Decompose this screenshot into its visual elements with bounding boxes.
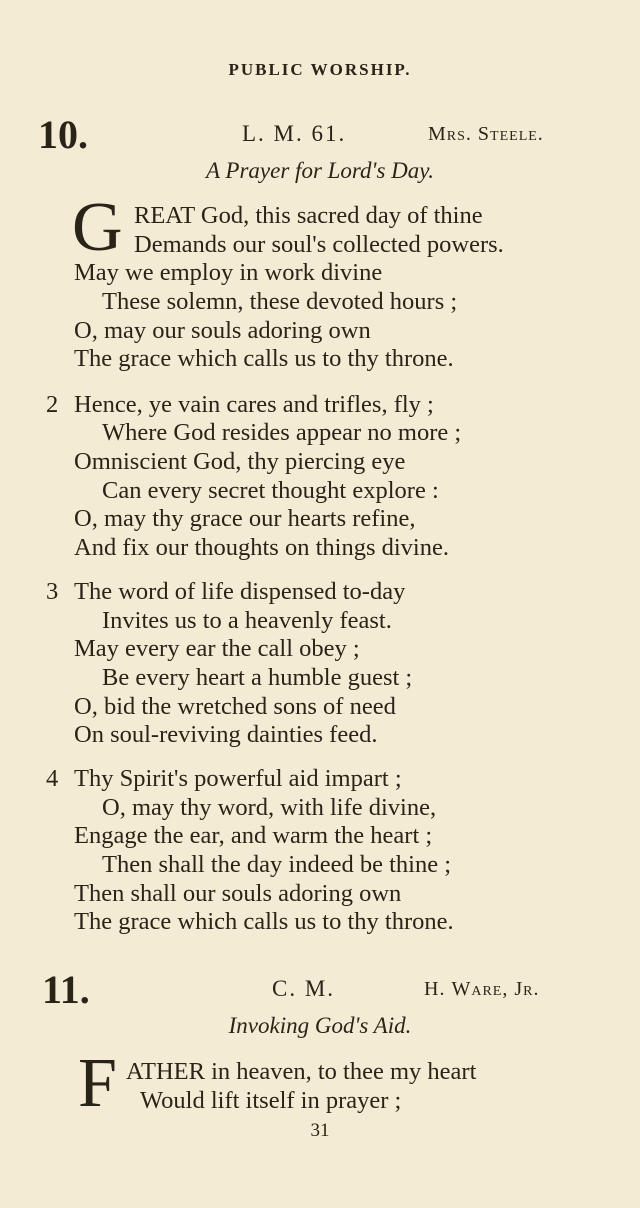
verse-line: Omniscient God, thy piercing eye xyxy=(74,448,406,475)
verse-line: Would lift itself in prayer ; xyxy=(140,1087,402,1114)
hymn-meter: L. M. 61. xyxy=(242,121,347,146)
hymn-meter: C. M. xyxy=(272,976,336,1001)
verse-line: The word of life dispensed to-day xyxy=(74,578,406,605)
author-prefix: Mrs. xyxy=(428,123,472,145)
hymn-title: A Prayer for Lord's Day. xyxy=(206,158,434,183)
stanza-number: 4 xyxy=(46,765,59,792)
verse-line: These solemn, these devoted hours ; xyxy=(102,288,458,315)
hymn-header xyxy=(0,968,640,1012)
author-name: Steele. xyxy=(477,123,544,145)
verse-line: Can every secret thought explore : xyxy=(102,477,439,504)
verse-line: May every ear the call obey ; xyxy=(74,635,360,662)
verse-line: Hence, ye vain cares and trifles, fly ; xyxy=(74,391,434,418)
verse-line: Where God resides appear no more ; xyxy=(102,419,462,446)
stanza-number: 2 xyxy=(46,391,59,418)
drop-cap: F xyxy=(78,1045,117,1122)
author-name: Ware, Jr. xyxy=(451,978,540,1000)
hymn-header xyxy=(0,113,640,157)
verse-line: O, bid the wretched sons of need xyxy=(74,693,396,720)
verse-line: Be every heart a humble guest ; xyxy=(102,664,413,691)
verse-line: ATHER in heaven, to thee my heart xyxy=(126,1058,477,1085)
verse-line: Invites us to a heavenly feast. xyxy=(102,607,392,634)
hymn-author xyxy=(428,123,544,146)
page-number: 31 xyxy=(310,1120,330,1141)
hymn-title: Invoking God's Aid. xyxy=(228,1013,412,1038)
author-prefix: H. xyxy=(424,978,446,1000)
verse-line: Demands our soul's collected powers. xyxy=(134,231,504,258)
verse-line: May we employ in work divine xyxy=(74,259,383,286)
verse-line: O, may thy grace our hearts refine, xyxy=(74,505,416,532)
verse-line: REAT God, this sacred day of thine xyxy=(134,202,483,229)
verse-line: On soul-reviving dainties feed. xyxy=(74,721,378,748)
hymn-number: 10. xyxy=(38,112,88,157)
verse-line: Engage the ear, and warm the heart ; xyxy=(74,822,433,849)
verse-line: Then shall the day indeed be thine ; xyxy=(102,851,452,878)
stanza-number: 3 xyxy=(46,578,59,605)
verse-line: The grace which calls us to thy throne. xyxy=(74,908,454,935)
drop-cap: G xyxy=(72,189,123,266)
hymn-author xyxy=(424,978,539,1001)
verse-line: The grace which calls us to thy throne. xyxy=(74,345,454,372)
running-head: PUBLIC WORSHIP. xyxy=(228,60,412,79)
verse-line: Thy Spirit's powerful aid impart ; xyxy=(74,765,402,792)
verse-line: Then shall our souls adoring own xyxy=(74,880,402,907)
verse-line: O, may our souls adoring own xyxy=(74,317,371,344)
hymn-number: 11. xyxy=(42,967,90,1012)
verse-line: And fix our thoughts on things divine. xyxy=(74,534,449,561)
verse-line: O, may thy word, with life divine, xyxy=(102,794,437,821)
